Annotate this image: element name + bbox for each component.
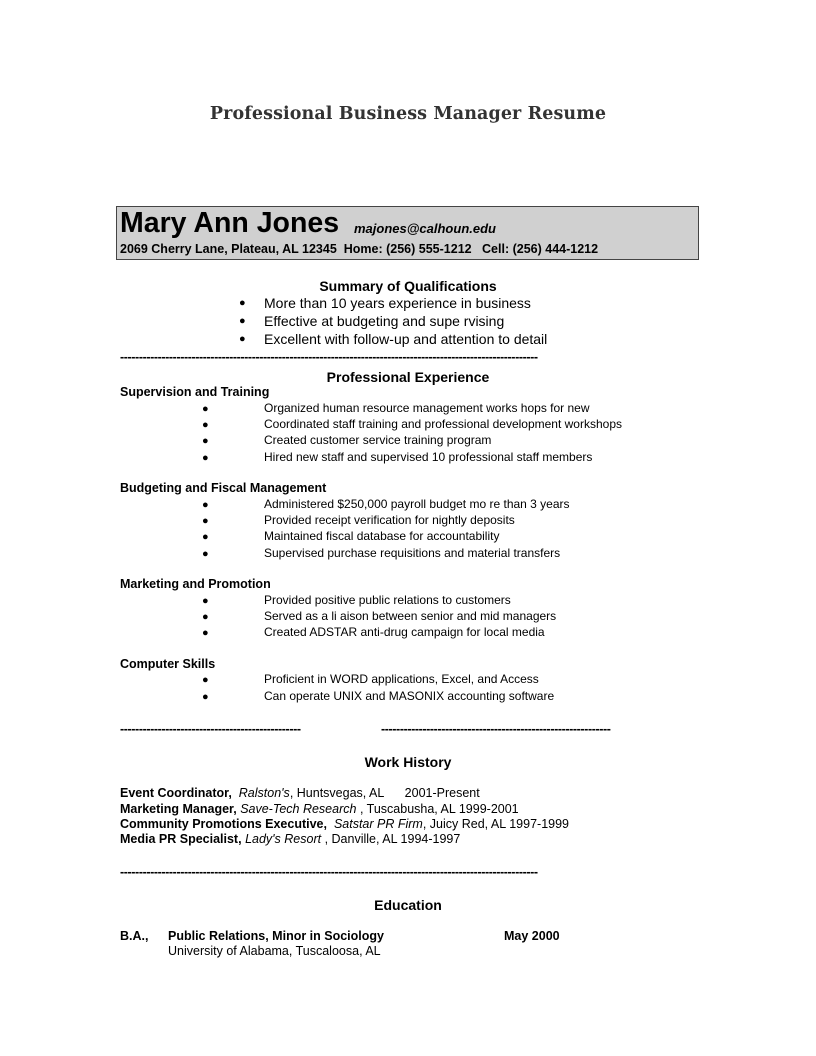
bullet-icon: ● [202, 691, 209, 703]
summary-item: More than 10 years experience in business [264, 295, 531, 311]
bullet-icon: ● [202, 435, 209, 447]
home-phone: Home: (256) 555-1212 [343, 242, 472, 256]
section-divider: --------------------------------------------------------------------------------------------------------------- [120, 350, 538, 364]
experience-category: Marketing and Promotion [120, 577, 271, 591]
experience-item: Administered $250,000 payroll budget mo re than 3 years [264, 497, 570, 511]
experience-category: Computer Skills [120, 657, 216, 671]
summary-heading: Summary of Qualifications [319, 278, 497, 294]
job-title: Media PR Specialist, [120, 832, 242, 846]
job-employer: Ralston's [238, 786, 290, 800]
job-details: , Tuscabusha, AL 1999-2001 [356, 802, 519, 816]
degree: B.A., [120, 929, 149, 943]
bullet-icon: ● [202, 611, 209, 623]
candidate-email: majones@calhoun.edu [354, 221, 496, 236]
job-entry [120, 832, 460, 846]
bullet-icon: ● [202, 627, 209, 639]
job-title: Community Promotions Executive, [120, 817, 327, 831]
job-title: Event Coordinator, [120, 786, 232, 800]
bullet-icon: ● [239, 297, 246, 309]
bullet-icon: ● [202, 531, 209, 543]
bullet-icon: ● [202, 548, 209, 560]
bullet-icon: ● [239, 333, 246, 345]
section-divider: --------------------------------------------------------------------------------------------------------------- [120, 865, 538, 879]
job-details: , Juicy Red, AL 1997-1999 [422, 817, 570, 831]
experience-item: Created ADSTAR anti-drug campaign for local media [264, 625, 545, 639]
job-employer: Save-Tech Research [240, 802, 357, 816]
bullet-icon: ● [202, 595, 209, 607]
job-employer: Satstar PR Firm [333, 817, 423, 831]
school-name: University of Alabama, Tuscaloosa, AL [168, 944, 381, 958]
section-divider: ------------------------------------------------------------- [381, 722, 611, 736]
bullet-icon: ● [202, 452, 209, 464]
experience-item: Supervised purchase requisitions and material transfers [264, 546, 561, 560]
bullet-icon: ● [202, 674, 209, 686]
job-title: Marketing Manager, [120, 802, 237, 816]
experience-item: Provided positive public relations to customers [264, 593, 511, 607]
experience-item: Coordinated staff training and professional development workshops [264, 417, 622, 431]
job-details: , Huntsvegas, AL 2001-Present [289, 786, 480, 800]
job-employer: Lady's Resort [245, 832, 322, 846]
degree-major: Public Relations, Minor in Sociology [168, 929, 384, 943]
job-entry [120, 786, 480, 800]
job-entry [120, 802, 519, 816]
document-title: Professional Business Manager Resume [209, 104, 607, 124]
graduation-date: May 2000 [504, 929, 560, 943]
experience-category: Budgeting and Fiscal Management [120, 481, 327, 495]
job-details: , Danville, AL 1994-1997 [321, 832, 461, 846]
education-heading: Education [374, 897, 442, 913]
contact-line [120, 242, 598, 256]
work-history-heading: Work History [364, 754, 452, 770]
experience-category: Supervision and Training [120, 385, 270, 399]
experience-item: Served as a li aison between senior and mid managers [264, 609, 557, 623]
experience-item: Provided receipt verification for nightly deposits [264, 513, 515, 527]
candidate-name: Mary Ann Jones [120, 207, 340, 239]
job-entry [120, 817, 569, 831]
experience-item: Created customer service training program [264, 433, 492, 447]
bullet-icon: ● [202, 499, 209, 511]
address: 2069 Cherry Lane, Plateau, AL 12345 [120, 242, 337, 256]
experience-item: Maintained fiscal database for accountability [264, 529, 500, 543]
experience-item: Proficient in WORD applications, Excel, and Access [264, 672, 539, 686]
summary-item: Excellent with follow-up and attention to detail [264, 331, 548, 347]
experience-item: Organized human resource management works hops for new [264, 401, 590, 415]
section-divider: ------------------------------------------------ [120, 722, 301, 736]
cell-phone: Cell: (256) 444-1212 [482, 242, 599, 256]
summary-item: Effective at budgeting and supe rvising [264, 313, 505, 329]
bullet-icon: ● [202, 403, 209, 415]
experience-item: Can operate UNIX and MASONIX accounting software [264, 689, 555, 703]
bullet-icon: ● [202, 419, 209, 431]
experience-heading: Professional Experience [326, 369, 490, 385]
experience-item: Hired new staff and supervised 10 professional staff members [264, 450, 593, 464]
bullet-icon: ● [239, 315, 246, 327]
bullet-icon: ● [202, 515, 209, 527]
